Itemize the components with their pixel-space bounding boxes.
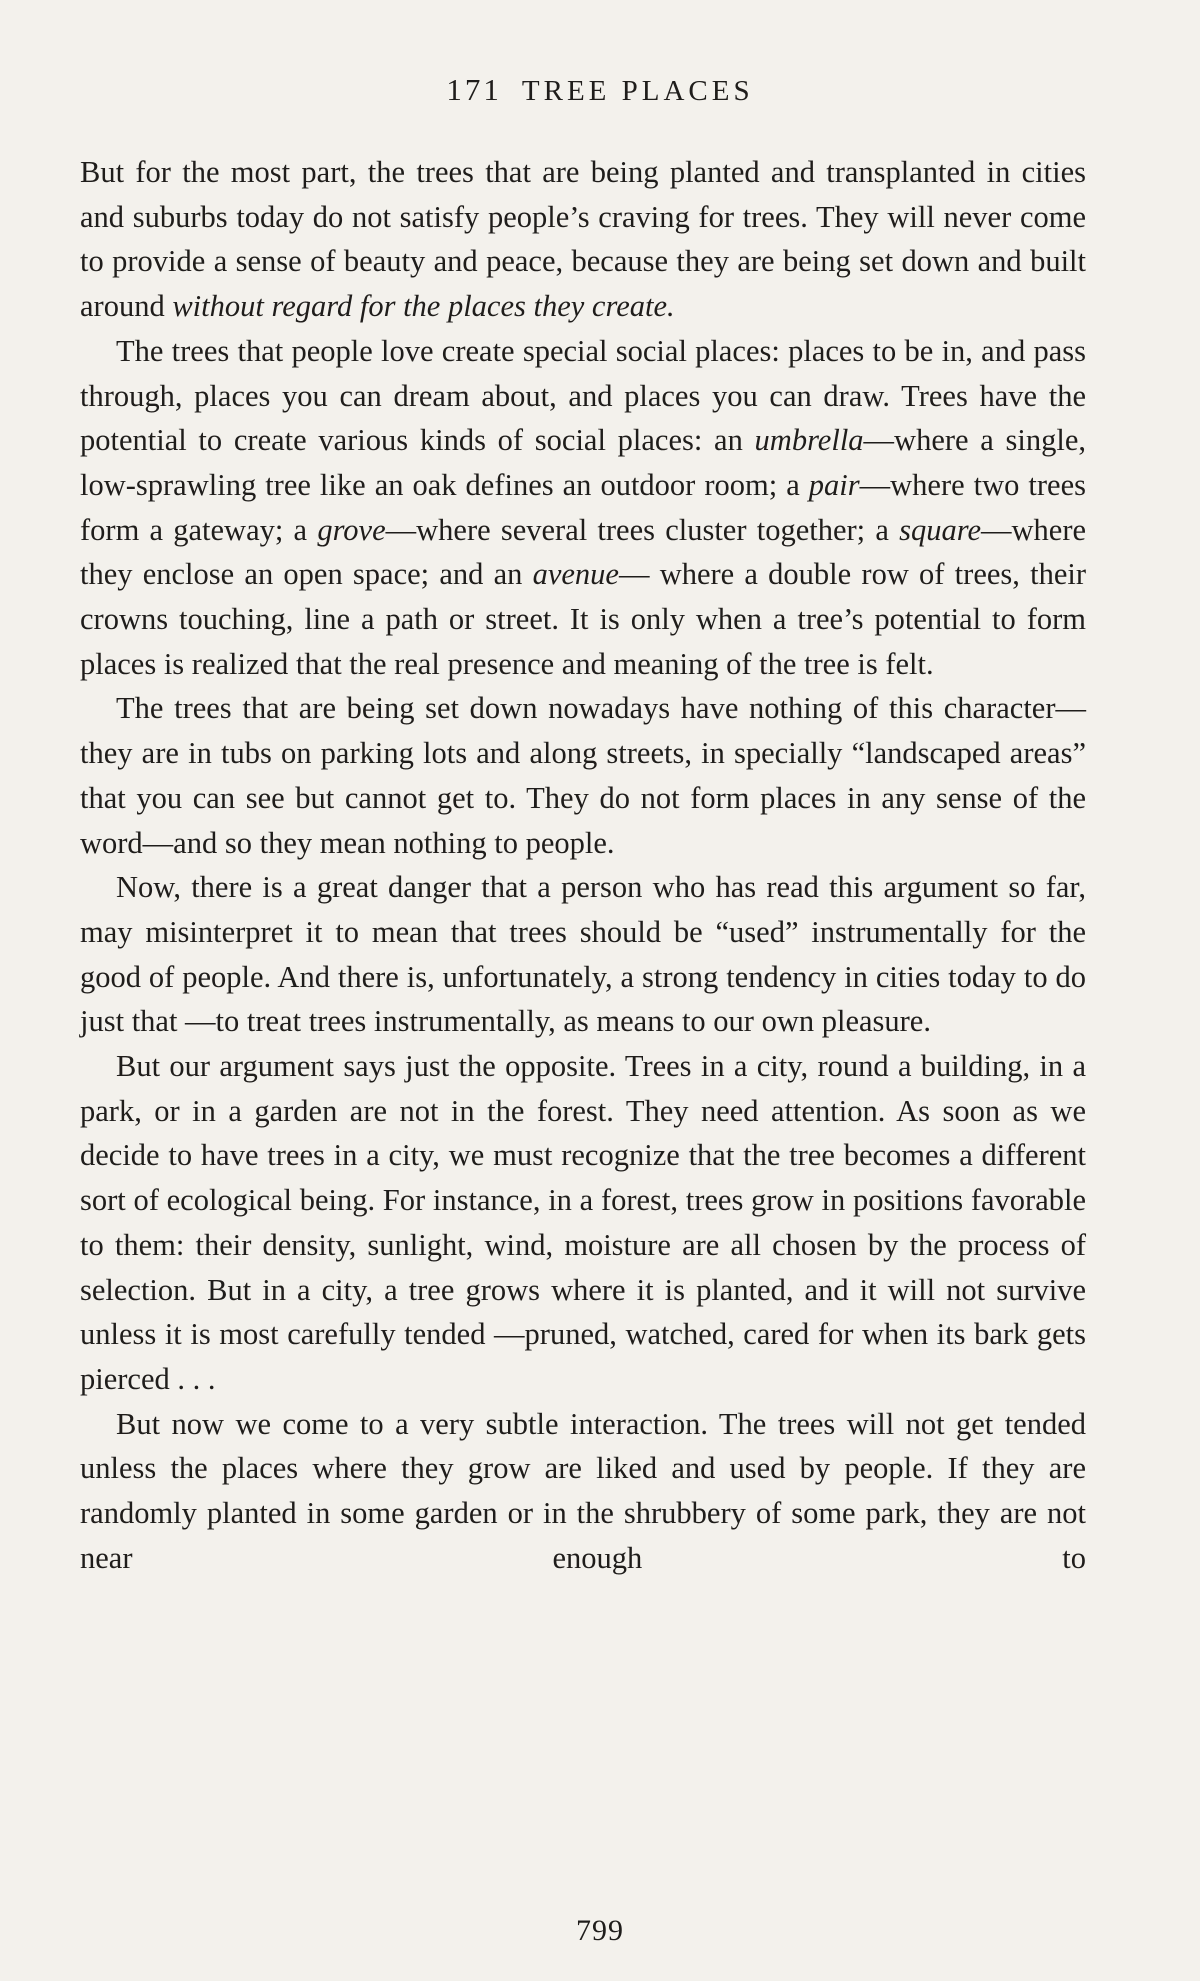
body-text [80,150,1086,1581]
term-avenue: avenue [532,557,619,592]
paragraph-6: But now we come to a very subtle interaction. The trees will not get tended unless the places where they grow are liked and used by people. If they are randomly planted in some garden or in the shrubbery of some park, they are not near enough to [80,1406,1086,1575]
term-umbrella: umbrella [754,423,864,458]
term-grove: grove [317,512,386,547]
paragraph-1: But for the most part, the trees that are being planted and transplanted in cities and suburbs today do not satisfy people’s craving for trees. They will never come to provide a sense of beauty and peace, because they are being set down and built around without regard for the places they create. [80,155,1086,324]
paragraph-4: Now, there is a great danger that a person who has read this argument so far, may misinterpret it to mean that trees should be “used” instrumentally for the good of people. And there is, unfortunately, a strong tendency in cities today to do just that —to treat trees instrumentally, as means to our own pleasure. [80,870,1086,1039]
term-pair: pair [808,467,860,502]
pattern-number: 171 [446,72,502,107]
italic-phrase: without regard for the places they create. [172,289,675,324]
pattern-title: TREE PLACES [521,75,754,107]
paragraph-2: The trees that people love create special social places: places to be in, and pass through, places you can dream about, and places you can draw. Trees have the potential to create various kinds of social places: an umbrella—where a single, low-sprawling tree like an oak defines an outdoor room; a pair—where two trees form a gateway; a grove—where several trees cluster together; a square—where they enclose an open space; and an avenue— where a double row of trees, their crowns touching, line a path or street. It is only when a tree’s potential to form places is realized that the real presence and meaning of the tree is felt. [80,333,1087,681]
page-number: 799 [576,1914,624,1947]
paragraph-5: But our argument says just the opposite. Trees in a city, round a building, in a park, or in a garden are not in the forest. They need attention. As soon as we decide to have trees in a city, we must recognize that the tree becomes a different sort of ecological being. For instance, in a forest, trees grow in positions favorable to them: their density, sunlight, wind, moisture are all chosen by the process of selection. But in a city, a tree grows where it is planted, and it will not survive unless it is most carefully tended —pruned, watched, cared for when its bark gets pierced . . . [80,1049,1086,1396]
term-square: square [899,512,981,547]
paragraph-3: The trees that are being set down nowadays have nothing of this character—they are in tubs on parking lots and along streets, in specially “landscaped areas” that you can see but cannot get to. They do not form places in any sense of the word—and so they mean nothing to people. [80,691,1086,860]
running-head [0,72,1200,108]
